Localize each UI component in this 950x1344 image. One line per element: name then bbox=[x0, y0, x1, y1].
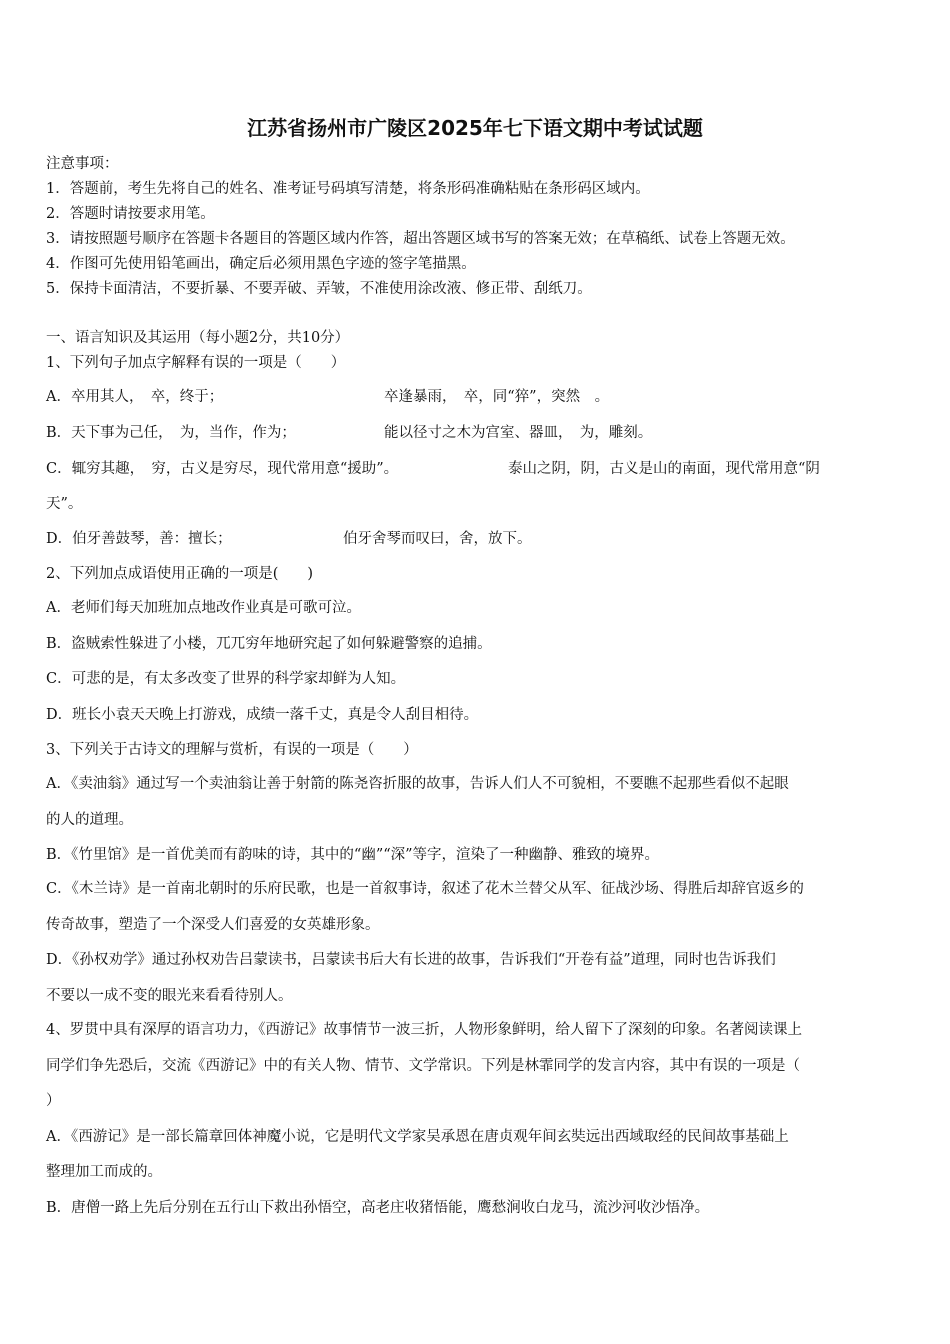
option-b-part1: B．天下事为己任， 为，当作，作为； bbox=[46, 425, 296, 441]
option-a-part2: 卒逢暴雨， 卒，同“猝”，突然 。 bbox=[384, 389, 610, 405]
option-a: A．《西游记》是一部长篇章回体神魔小说，它是明代文学家吴承恩在唐贞观年间玄奘远出西域取经的民间故事基础上 bbox=[46, 1129, 789, 1145]
option-d: D．《孙权劝学》通过孙权劝告吕蒙读书，吕蒙读书后大有长进的故事，告诉我们“开卷有益”道理，同时也告诉我们 bbox=[46, 952, 776, 968]
option-c-continued: 天”。 bbox=[46, 496, 83, 512]
notice-item: 3．请按照题号顺序在答题卡各题目的答题区域内作答，超出答题区域书写的答案无效；在草稿纸、试卷上答题无效。 bbox=[46, 231, 795, 247]
question-stem: 4、罗贯中具有深厚的语言功力，《西游记》故事情节一波三折，人物形象鲜明，给人留下了深刻的印象。名著阅读课上 bbox=[46, 1022, 802, 1038]
question-stem: 1、下列句子加点字解释有误的一项是（ ） bbox=[46, 355, 346, 371]
question-stem-continued: 同学们争先恐后，交流《西游记》中的有关人物、情节、文学常识。下列是林霏同学的发言内容，其中有误的一项是（ bbox=[46, 1058, 800, 1074]
question-stem-continued: ） bbox=[46, 1093, 61, 1109]
option-d-continued: 不要以一成不变的眼光来看看待别人。 bbox=[46, 988, 293, 1004]
question-stem: 2、下列加点成语使用正确的一项是( ) bbox=[46, 566, 314, 582]
option-b bbox=[46, 421, 652, 442]
option-a: A．老师们每天加班加点地改作业真是可歌可泣。 bbox=[46, 600, 361, 616]
option-c bbox=[46, 457, 820, 478]
option-c-part1: C．辄穷其趣， 穷，古义是穷尽，现代常用意“援助”。 bbox=[46, 461, 399, 477]
option-b: B．唐僧一路上先后分别在五行山下救出孙悟空，高老庄收猪悟能，鹰愁涧收白龙马，流沙河收沙悟净。 bbox=[46, 1200, 710, 1216]
option-a-continued: 整理加工而成的。 bbox=[46, 1164, 162, 1180]
option-a-continued: 的人的道理。 bbox=[46, 812, 133, 828]
page-title: 江苏省扬州市广陵区2025年七下语文期中考试试题 bbox=[247, 116, 703, 140]
notice-item: 2．答题时请按要求用笔。 bbox=[46, 206, 215, 222]
option-c-part2: 泰山之阴，阴，古义是山的南面，现代常用意“阴 bbox=[508, 461, 820, 477]
option-c: C．《木兰诗》是一首南北朝时的乐府民歌，也是一首叙事诗，叙述了花木兰替父从军、征战沙场、得胜后却辞官返乡的 bbox=[46, 881, 804, 897]
section-heading: 一、语言知识及其运用（每小题2分，共10分） bbox=[46, 330, 350, 346]
option-d: D．班长小袁天天晚上打游戏，成绩一落千丈，真是令人刮目相待。 bbox=[46, 707, 479, 723]
option-a bbox=[46, 385, 609, 406]
option-c-continued: 传奇故事，塑造了一个深受人们喜爱的女英雄形象。 bbox=[46, 917, 380, 933]
option-b: B．盗贼索性躲进了小楼，兀兀穷年地研究起了如何躲避警察的追捕。 bbox=[46, 636, 492, 652]
option-b-part2: 能以径寸之木为宫室、器皿， 为，雕刻。 bbox=[384, 425, 653, 441]
option-c: C．可悲的是，有太多改变了世界的科学家却鲜为人知。 bbox=[46, 671, 406, 687]
option-a: A．《卖油翁》通过写一个卖油翁让善于射箭的陈尧咨折服的故事，告诉人们人不可貌相，不要瞧不起那些看似不起眼 bbox=[46, 776, 789, 792]
option-d-part2: 伯牙舍琴而叹曰，舍，放下。 bbox=[343, 531, 532, 547]
notice-item: 4．作图可先使用铅笔画出，确定后必须用黑色字迹的签字笔描黑。 bbox=[46, 256, 476, 272]
option-b: B．《竹里馆》是一首优美而有韵味的诗，其中的“幽”“深”等字，渲染了一种幽静、雅致的境界。 bbox=[46, 847, 660, 863]
option-d-part1: D．伯牙善鼓琴，善：擅长； bbox=[46, 531, 232, 547]
notice-heading: 注意事项： bbox=[46, 156, 119, 172]
question-stem: 3、下列关于古诗文的理解与赏析，有误的一项是（ ） bbox=[46, 742, 418, 758]
notice-item: 1．答题前，考生先将自己的姓名、准考证号码填写清楚，将条形码准确粘贴在条形码区域内。 bbox=[46, 181, 650, 197]
option-d bbox=[46, 527, 532, 548]
option-a-part1: A．卒用其人， 卒，终于； bbox=[46, 389, 224, 405]
notice-item: 5．保持卡面清洁，不要折暴、不要弄破、弄皱，不准使用涂改液、修正带、刮纸刀。 bbox=[46, 281, 592, 297]
